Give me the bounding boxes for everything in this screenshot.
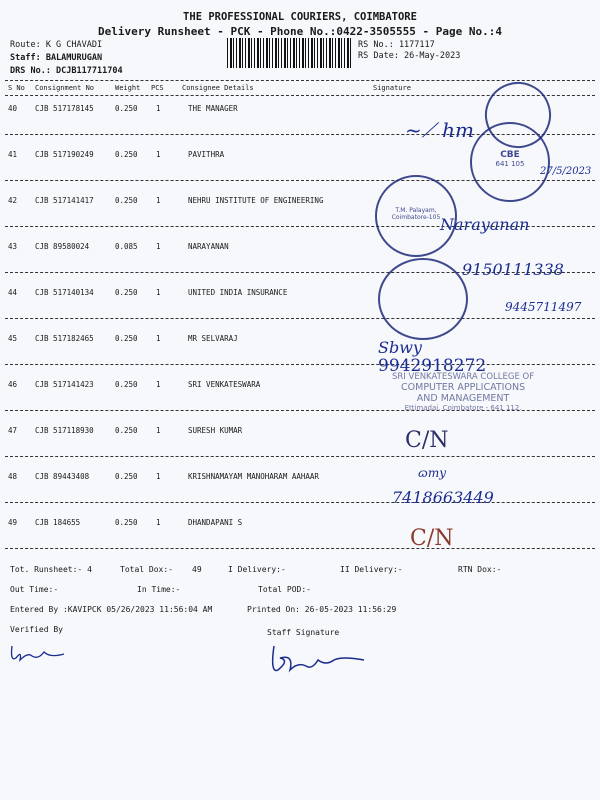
post-office-city: CBE [500, 150, 520, 160]
printed-on: Printed On: 26-05-2023 11:56:29 [247, 605, 397, 614]
row-consignment: CJB 517190249 [35, 150, 94, 159]
row49-note: C/N [410, 526, 454, 551]
table-row [0, 518, 600, 564]
college-line-1: SRI VENKATESWARA COLLEGE OF [392, 372, 535, 382]
row-weight: 0.250 [115, 518, 138, 527]
row-consignee: THE MANAGER [188, 104, 238, 113]
col-signature: Signature [373, 84, 411, 92]
col-consignee: Consignee Details [182, 84, 254, 92]
row-consignment: CJB 517182465 [35, 334, 94, 343]
post-office-pin: 641 105 [495, 160, 525, 168]
signature-row40: ~⟋ hm [405, 118, 474, 142]
row41-date: 27/5/2023 [540, 166, 592, 177]
row-divider [5, 456, 595, 457]
row-consignee: SURESH KUMAR [188, 426, 243, 435]
col-sno: S No [8, 84, 25, 92]
total-dox-label: Total Dox:- [120, 565, 173, 574]
row-pcs: 1 [156, 104, 161, 113]
in-time: In Time:- [137, 585, 181, 594]
row-pcs: 1 [156, 518, 161, 527]
row-sno: 44 [8, 288, 18, 297]
runsheet-title: Delivery Runsheet - PCK - Phone No.:0422-3505555 - Page No.:4 [98, 25, 502, 38]
row-consignee: PAVITHRA [188, 150, 225, 159]
row-consignment: CJB 517118930 [35, 426, 94, 435]
row-weight: 0.250 [115, 104, 138, 113]
row-consignee: MR SELVARAJ [188, 334, 238, 343]
row-consignee: UNITED INDIA INSURANCE [188, 288, 288, 297]
row-consignment: CJB 184655 [35, 518, 81, 527]
row-pcs: 1 [156, 334, 161, 343]
rs-date: RS Date: 26-May-2023 [358, 51, 461, 61]
table-row [0, 472, 600, 518]
drs-number: DRS No.: DCJB117711704 [10, 66, 123, 76]
row-weight: 0.250 [115, 334, 138, 343]
row-divider [5, 364, 595, 365]
col-weight: Weight [115, 84, 141, 92]
row-weight: 0.250 [115, 380, 138, 389]
company-title: THE PROFESSIONAL COURIERS, COIMBATORE [183, 11, 417, 23]
row-sno: 49 [8, 518, 18, 527]
row-consignee: NARAYANAN [188, 242, 229, 251]
row-pcs: 1 [156, 150, 161, 159]
row-pcs: 1 [156, 426, 161, 435]
row-sno: 43 [8, 242, 18, 251]
out-time: Out Time:- [10, 585, 59, 594]
row48-phone: 7418663449 [392, 488, 494, 507]
row-weight: 0.085 [115, 242, 138, 251]
row44-phone: 9150111338 [462, 260, 564, 279]
row-divider [5, 548, 595, 549]
row-pcs: 1 [156, 288, 161, 297]
rs-number: RS No.: 1177117 [358, 40, 435, 50]
staff-signature [268, 640, 368, 680]
row47-note: C/N [405, 428, 449, 453]
row-sno: 46 [8, 380, 18, 389]
college-stamp [392, 372, 534, 412]
col-consignment: Consignment No [35, 84, 95, 92]
row45-signature: Sbwy [378, 338, 422, 357]
row-weight: 0.250 [115, 426, 138, 435]
row-pcs: 1 [156, 242, 161, 251]
row-weight: 0.250 [115, 288, 138, 297]
staff-label: Staff: BALAMURUGAN [10, 53, 103, 63]
table-top-rule [5, 80, 595, 81]
row-consignment: CJB 89443408 [35, 472, 90, 481]
row-consignment: CJB 517178145 [35, 104, 94, 113]
i-delivery: I Delivery:- [228, 565, 286, 574]
table-row [0, 426, 600, 472]
route-label: Route: K G CHAVADI [10, 40, 103, 50]
col-pcs: PCS [151, 84, 164, 92]
row-sno: 45 [8, 334, 18, 343]
tot-runsheet: Tot. Runsheet:- 4 [10, 565, 92, 574]
row-sno: 41 [8, 150, 18, 159]
row-consignment: CJB 89580024 [35, 242, 90, 251]
college-line-3: AND MANAGEMENT [416, 393, 510, 404]
barcode [227, 38, 352, 68]
row-sno: 48 [8, 472, 18, 481]
row-pcs: 1 [156, 196, 161, 205]
row-weight: 0.250 [115, 150, 138, 159]
total-pod: Total POD:- [258, 585, 311, 594]
college-line-2: COMPUTER APPLICATIONS [401, 382, 526, 393]
nehru-addr-2: Coimbatore-105 [391, 214, 441, 221]
row-pcs: 1 [156, 380, 161, 389]
row-weight: 0.250 [115, 196, 138, 205]
row-divider [5, 318, 595, 319]
row43-signature: Narayanan [440, 215, 530, 234]
post-office-stamp [470, 122, 550, 202]
row-consignee: SRI VENKATESWARA [188, 380, 261, 389]
nehru-addr-1: T.M. Palayam, [395, 207, 437, 214]
entered-by: Entered By :KAVIPCK 05/26/2023 11:56:04 AM [10, 605, 213, 614]
row-sno: 47 [8, 426, 18, 435]
ii-delivery: II Delivery:- [340, 565, 403, 574]
insurance-stamp [378, 258, 468, 340]
total-dox-value: 49 [192, 565, 202, 574]
row-divider [5, 502, 595, 503]
row-consignee: NEHRU INSTITUTE OF ENGINEERING [188, 196, 324, 205]
row-sno: 42 [8, 196, 18, 205]
row-consignment: CJB 517141423 [35, 380, 94, 389]
row-consignment: CJB 517140134 [35, 288, 94, 297]
row-consignment: CJB 517141417 [35, 196, 94, 205]
verified-by: Verified By [10, 625, 63, 634]
row-consignee: DHANDAPANI S [188, 518, 243, 527]
row48-scribble: ɷmy [418, 466, 447, 480]
staff-signature-label: Staff Signature [267, 628, 340, 637]
row44-phone-2: 9445711497 [505, 300, 582, 314]
college-line-4: Ettimadai, Coimbatore - 641 112. [404, 404, 522, 412]
verifier-signature [8, 640, 68, 664]
row-weight: 0.250 [115, 472, 138, 481]
row-sno: 40 [8, 104, 18, 113]
row-consignee: KRISHNAMAYAM MANOHARAM AAHAAR [188, 472, 319, 481]
row-pcs: 1 [156, 472, 161, 481]
row45-phone: 9942918272 [378, 356, 487, 376]
rtn-dox: RTN Dox:- [458, 565, 502, 574]
